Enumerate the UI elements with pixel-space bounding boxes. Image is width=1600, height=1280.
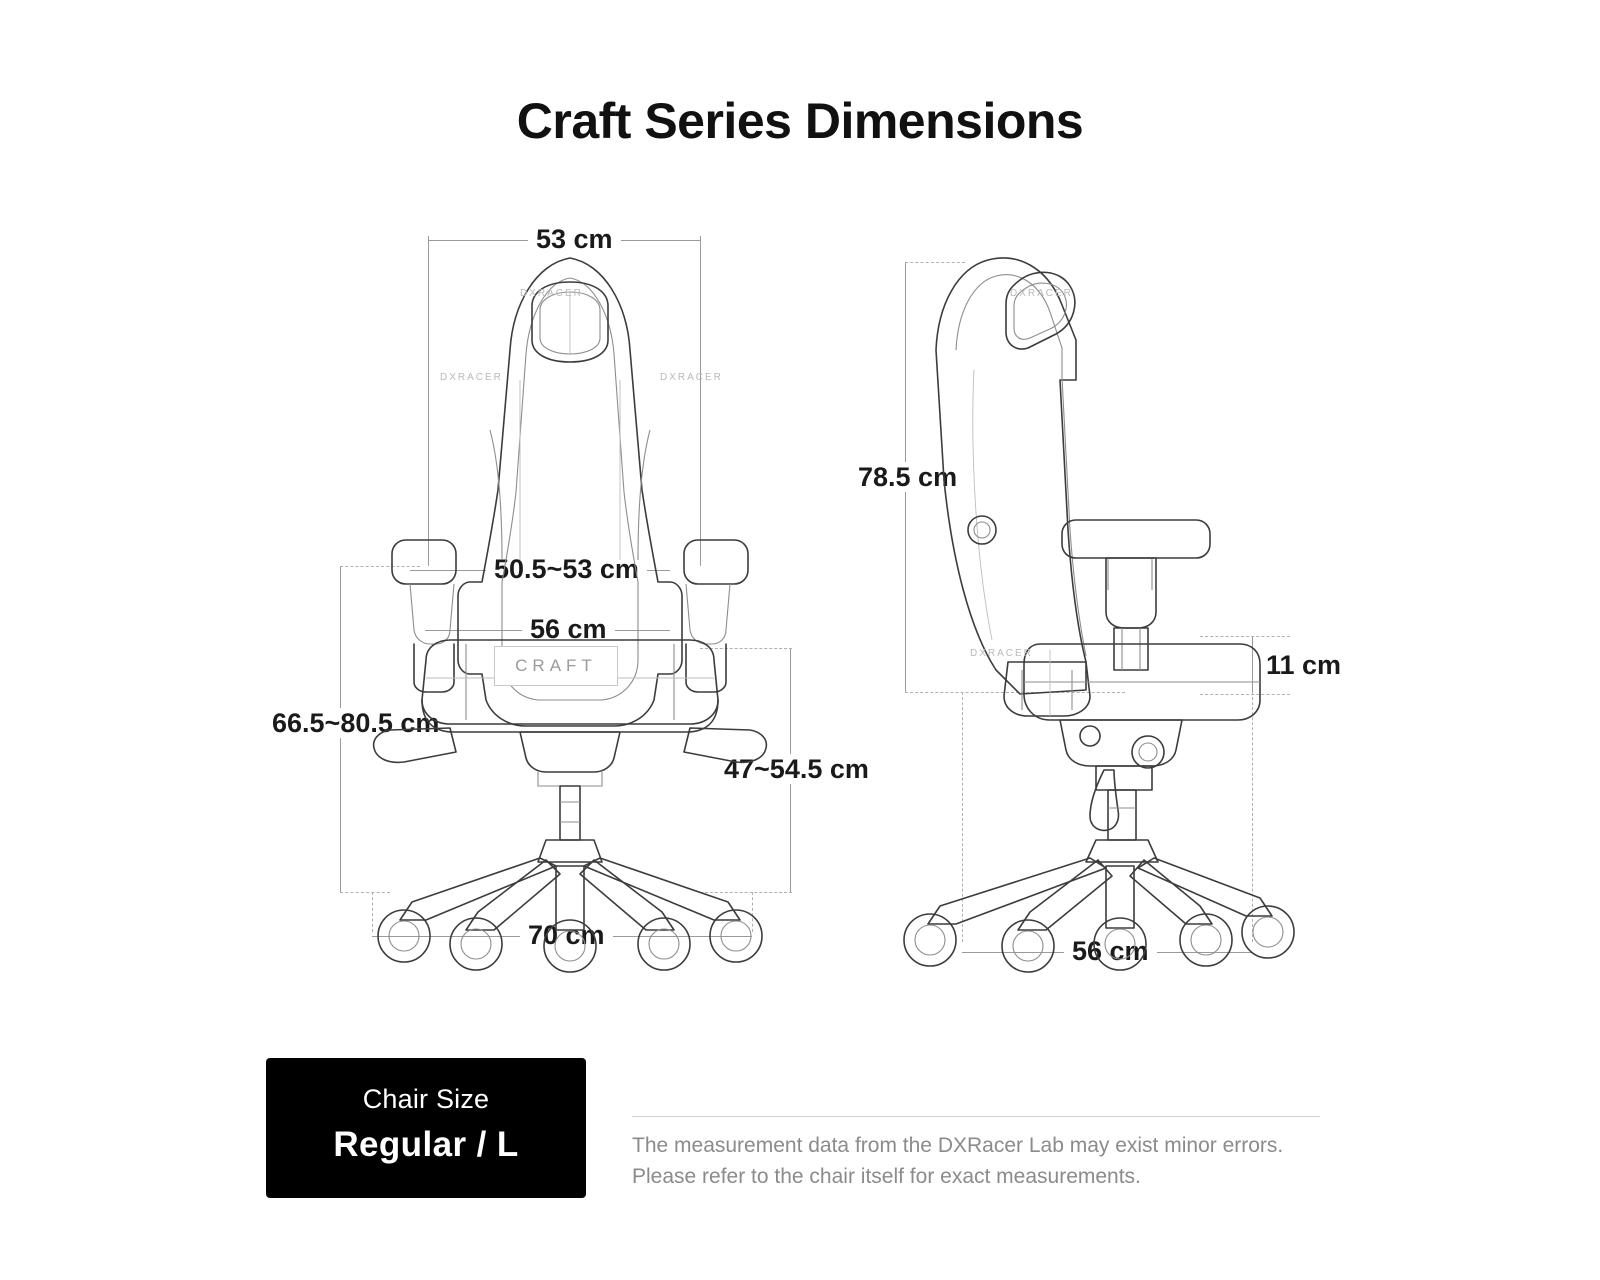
seat-width-label: 56 cm	[522, 614, 615, 644]
front-view-chair	[370, 230, 770, 910]
front-overall-width-label: 53 cm	[528, 224, 621, 254]
chair-size-value: Regular / L	[333, 1125, 519, 1164]
footnote-divider	[632, 1116, 1320, 1117]
side-view-chair	[900, 230, 1300, 910]
front-brand-logo: DXRACER	[520, 288, 583, 299]
footnote-line-2: Please refer to the chair itself for exact measurements.	[632, 1165, 1141, 1188]
side-brand-logo: DXRACER	[1010, 288, 1073, 299]
diagram-stage	[0, 200, 1600, 1000]
backrest-height-label: 78.5 cm	[850, 462, 965, 492]
front-brand-right: DXRACER	[660, 372, 723, 383]
front-brand-left: DXRACER	[440, 372, 503, 383]
footnote-line-1: The measurement data from the DXRacer Lab may exist minor errors.	[632, 1134, 1284, 1157]
seat-height-label: 47~54.5 cm	[716, 754, 877, 784]
chair-size-label: Chair Size	[362, 1084, 490, 1114]
base-depth-label: 56 cm	[1064, 936, 1157, 966]
chair-size-card	[266, 1058, 586, 1198]
armrest-height-label: 66.5~80.5 cm	[264, 708, 447, 738]
base-width-label: 70 cm	[520, 920, 613, 950]
footnote	[632, 1130, 1372, 1192]
page-title: Craft Series Dimensions	[516, 93, 1084, 149]
armrest-width-label: 50.5~53 cm	[486, 554, 647, 584]
side-brand-seat: DXRACER	[970, 648, 1033, 659]
seat-craft-plate: CRAFT	[494, 646, 618, 686]
seat-offset-label: 11 cm	[1258, 650, 1349, 680]
